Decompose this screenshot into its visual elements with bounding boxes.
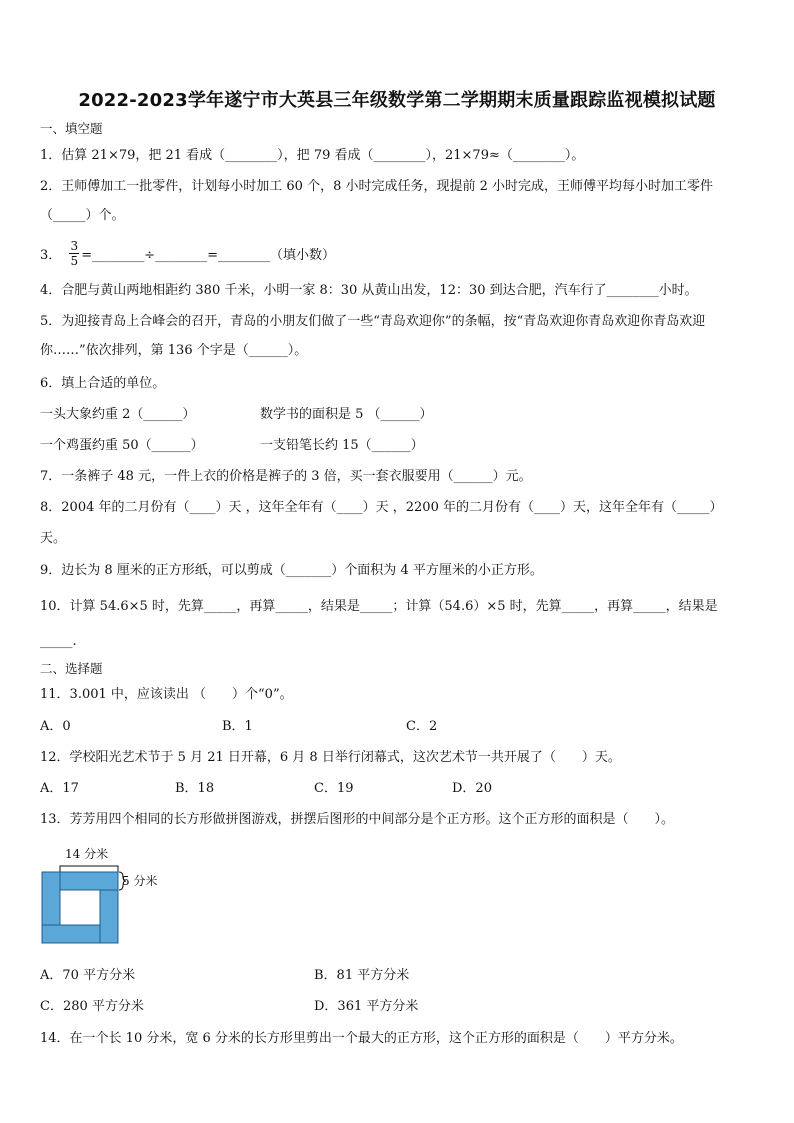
question-2-line-1: 2．王师傅加工一批零件，计划每小时加工 60 个，8 小时完成任务，现提前 2 小时完成，王师傅平均每小时加工零件 — [40, 179, 714, 194]
question-13-stem: 13．芳芳用四个相同的长方形做拼图游戏，拼摆后图形的中间部分是个正方形。这个正方形的面积是（ ）。 — [40, 812, 675, 827]
question-3-number: 3． — [40, 247, 62, 263]
figure-rect-left — [42, 872, 60, 925]
figure-top-label: 14 分米 — [65, 847, 109, 861]
figure-center-square — [60, 890, 100, 925]
question-6-b: 数学书的面积是 5 （______） — [260, 407, 433, 422]
question-9: 9．边长为 8 厘米的正方形纸，可以剪成（_______）个面积为 4 平方厘米的小正方形。 — [40, 563, 543, 578]
question-1: 1．估算 21×79，把 21 看成（________），把 79 看成（________），21×79≈（________）。 — [40, 148, 585, 163]
question-12-option-c: C．19 — [314, 781, 354, 796]
question-10-line-1: 10．计算 54.6×5 时，先算_____，再算_____，结果是_____；计算（54.6）×5 时，先算_____，再算_____，结果是 — [40, 599, 718, 614]
figure-rect-bottom — [42, 925, 100, 943]
question-8-line-1: 8．2004 年的二月份有（____）天 ，这年全年有（____）天 ，2200 年的二月份有（____）天，这年全年有（_____） — [40, 500, 723, 515]
question-4: 4．合肥与黄山两地相距约 380 千米，小明一家 8：30 从黄山出发，12：30 到达合肥，汽车行了________小时。 — [40, 283, 698, 298]
question-13-option-a: A．70 平方分米 — [40, 968, 136, 983]
figure-top-dimension-bracket — [60, 866, 118, 872]
question-6-c: 一个鸡蛋约重 50（______） — [40, 438, 204, 453]
question-13-option-c: C．280 平方分米 — [40, 999, 144, 1014]
question-11-option-b: B．1 — [222, 719, 253, 734]
figure-rect-top — [60, 872, 118, 890]
pinwheel-rectangle-figure — [38, 842, 178, 948]
question-10-line-2: _____. — [40, 634, 77, 649]
question-13-option-d: D．361 平方分米 — [314, 999, 419, 1014]
figure-side-label: 5 分米 — [122, 874, 158, 888]
section-multiple-choice: 二、选择题 — [40, 661, 103, 676]
fraction-denominator: 5 — [70, 253, 79, 268]
question-12-option-b: B．18 — [175, 781, 215, 796]
fraction-numerator: 3 — [70, 238, 79, 253]
question-3 — [40, 235, 335, 271]
question-13-option-b: B．81 平方分米 — [314, 968, 410, 983]
page-title: 2022-2023学年遂宁市大英县三年级数学第二学期期末质量跟踪监视模拟试题 — [78, 90, 716, 111]
section-fill-in-blank: 一、填空题 — [40, 121, 103, 136]
question-12-option-d: D．20 — [452, 781, 492, 796]
question-12-option-a: A．17 — [40, 781, 79, 796]
question-5-line-1: 5．为迎接青岛上合峰会的召开，青岛的小朋友们做了一些“青岛欢迎你”的条幅，按“青岛欢迎你青岛欢迎你青岛欢迎 — [40, 314, 706, 329]
figure-rect-right — [100, 890, 118, 943]
question-7: 7．一条裤子 48 元，一件上衣的价格是裤子的 3 倍，买一套衣服要用（______）元。 — [40, 469, 532, 484]
question-6-a: 一头大象约重 2（______） — [40, 407, 196, 422]
question-11-stem: 11．3.001 中，应该读出 （ ）个“0”。 — [40, 687, 293, 702]
fraction — [69, 239, 79, 268]
question-5-line-2: 你……”依次排列，第 136 个字是（______）。 — [40, 343, 308, 358]
question-2-line-2: （_____）个。 — [40, 208, 125, 223]
question-12-stem: 12．学校阳光艺术节于 5 月 21 日开幕，6 月 8 日举行闭幕式，这次艺术节一共开展了（ ）天。 — [40, 750, 621, 765]
question-11-option-a: A．0 — [40, 719, 71, 734]
question-11-option-c: C．2 — [406, 719, 438, 734]
question-6-d: 一支铅笔长约 15（______） — [260, 438, 424, 453]
question-8-line-2: 天。 — [40, 531, 67, 546]
question-3-rest: =________÷________=________（填小数） — [81, 247, 335, 263]
question-14: 14．在一个长 10 分米，宽 6 分米的长方形里剪出一个最大的正方形，这个正方形的面积是（ ）平方分米。 — [40, 1031, 683, 1046]
question-6-stem: 6．填上合适的单位。 — [40, 376, 166, 391]
